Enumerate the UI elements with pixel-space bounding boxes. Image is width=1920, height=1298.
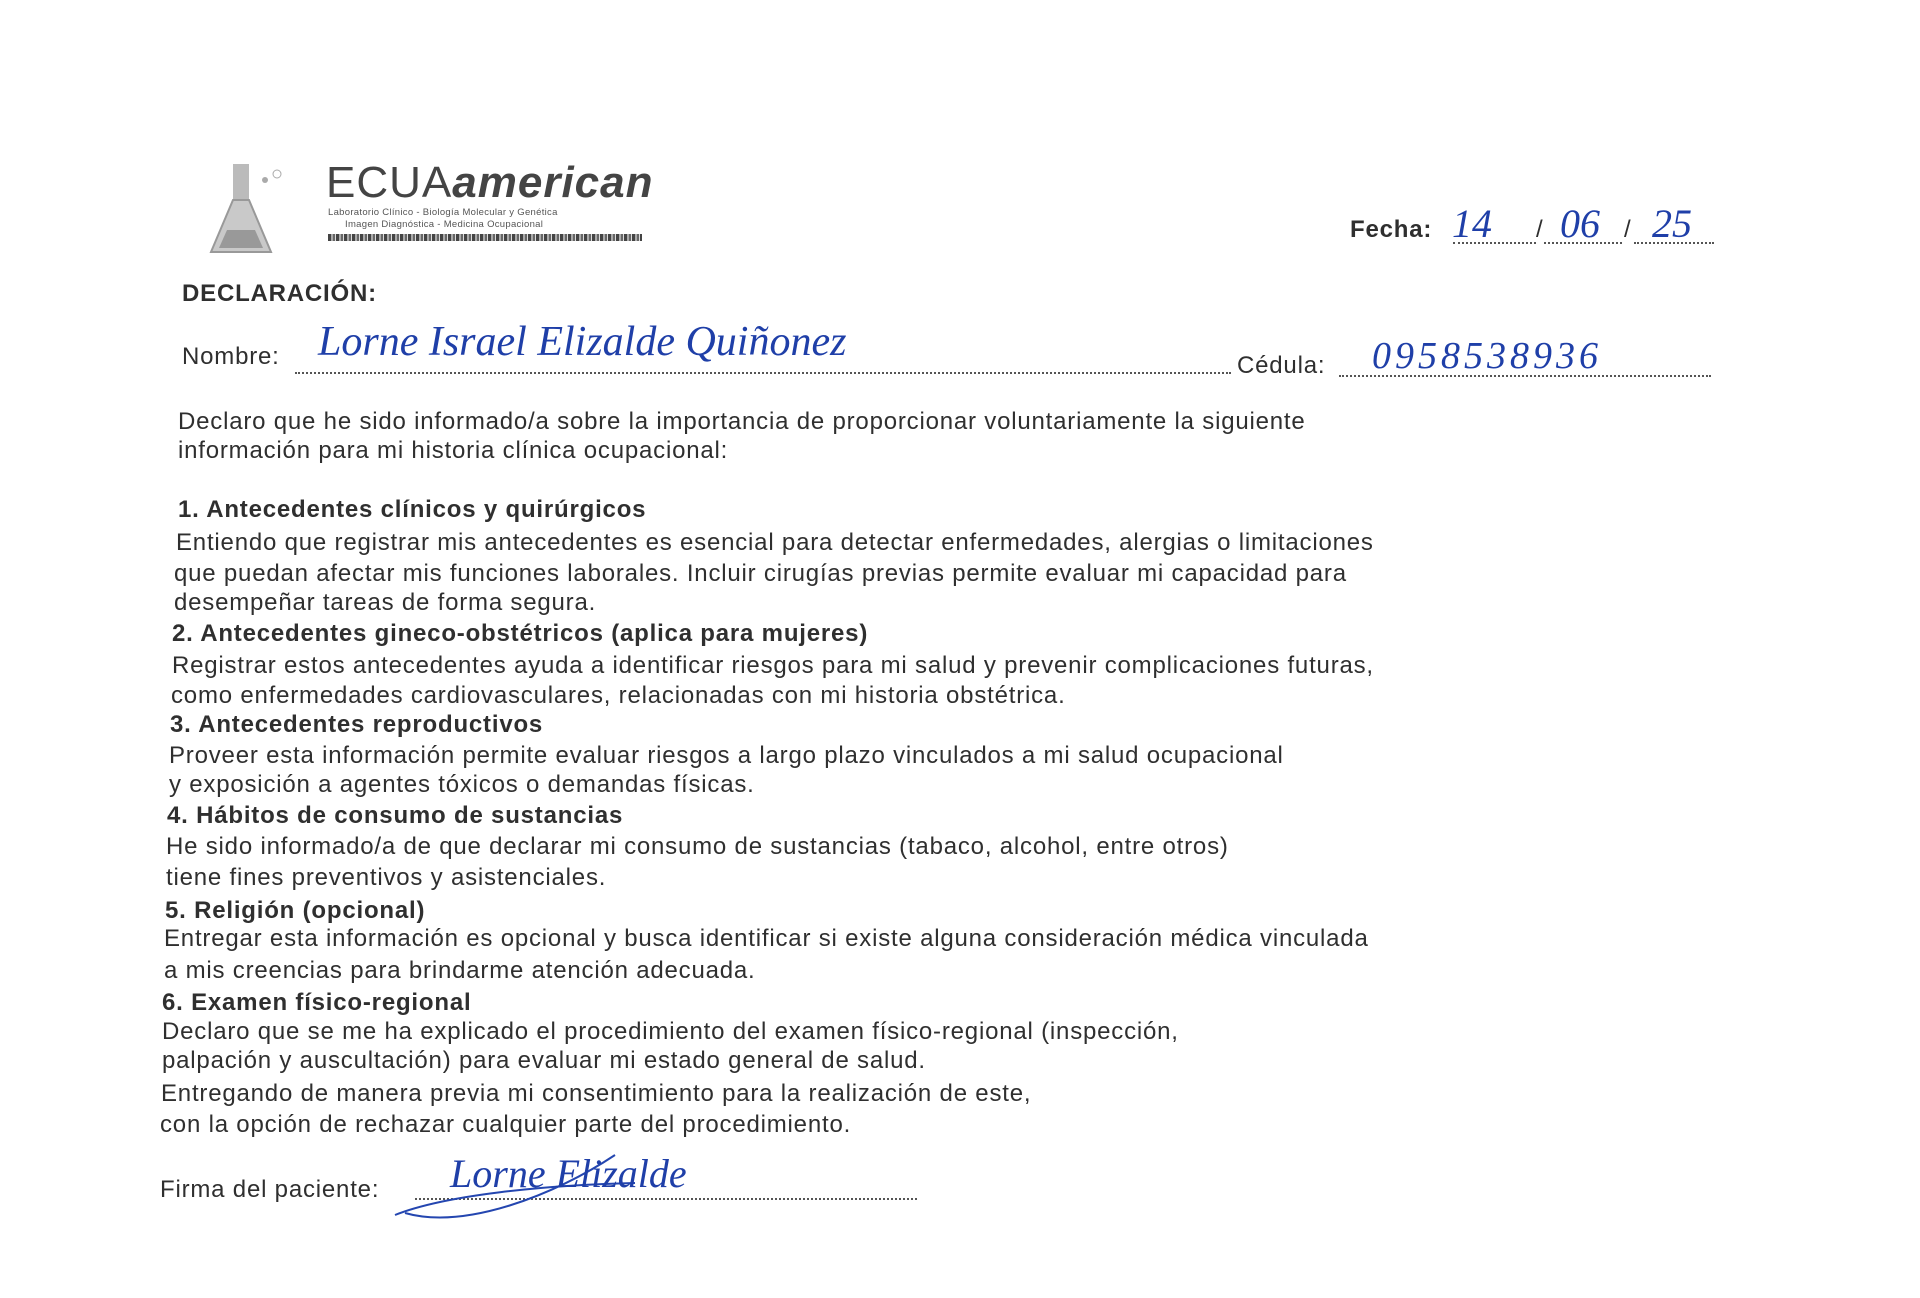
logo-wordmark: ECUAamerican	[326, 158, 654, 207]
date-day[interactable]: 14	[1452, 201, 1492, 246]
section-heading: 1. Antecedentes clínicos y quirúrgicos	[178, 496, 647, 523]
section-heading: 6. Examen físico-regional	[162, 989, 472, 1016]
logo-subtitle-1: Laboratorio Clínico - Biología Molecular y Genética	[328, 207, 558, 218]
paragraph-line: Declaro que he sido informado/a sobre la importancia de proporcionar voluntariamente la siguiente	[178, 408, 1306, 435]
date-year[interactable]: 25	[1652, 201, 1692, 246]
date-month[interactable]: 06	[1560, 201, 1600, 246]
id-label: Cédula:	[1237, 352, 1326, 379]
paragraph-line: Entiendo que registrar mis antecedentes es esencial para detectar enfermedades, alergias o limitaciones	[176, 529, 1374, 556]
section-heading: 4. Hábitos de consumo de sustancias	[167, 802, 624, 829]
paragraph-line: palpación y auscultación) para evaluar mi estado general de salud.	[162, 1047, 926, 1074]
paragraph-line: y exposición a agentes tóxicos o demandas físicas.	[169, 771, 755, 798]
paragraph-line: como enfermedades cardiovasculares, relacionadas con mi historia obstétrica.	[171, 682, 1066, 709]
date-day-line	[1453, 242, 1536, 244]
name-line	[295, 372, 1231, 374]
paragraph-line: información para mi historia clínica ocupacional:	[178, 437, 729, 464]
paragraph-line: Declaro que se me ha explicado el procedimiento del examen físico-regional (inspección,	[162, 1018, 1179, 1045]
date-separator: /	[1536, 216, 1543, 243]
document-title: DECLARACIÓN:	[182, 280, 377, 307]
date-separator: /	[1624, 216, 1631, 243]
flask-icon	[205, 160, 300, 260]
signature-value[interactable]: Lorne Elizalde	[450, 1151, 687, 1196]
paragraph-line: Proveer esta información permite evaluar riesgos a largo plazo vinculados a mi salud ocupacional	[169, 742, 1284, 769]
date-label: Fecha:	[1350, 216, 1433, 243]
name-label: Nombre:	[182, 343, 280, 370]
logo-strip	[328, 234, 642, 241]
section-heading: 3. Antecedentes reproductivos	[170, 711, 544, 738]
paragraph-line: Registrar estos antecedentes ayuda a identificar riesgos para mi salud y prevenir complicaciones futuras,	[172, 652, 1374, 679]
date-month-line	[1544, 242, 1622, 244]
paragraph-line: con la opción de rechazar cualquier parte del procedimiento.	[160, 1111, 852, 1138]
paragraph-line: desempeñar tareas de forma segura.	[174, 589, 597, 616]
id-line	[1339, 375, 1711, 377]
id-value[interactable]: 0958538936	[1372, 335, 1602, 377]
section-heading: 2. Antecedentes gineco-obstétricos (aplica para mujeres)	[172, 620, 869, 647]
paragraph-line: Entregar esta información es opcional y busca identificar si existe alguna consideración médica vinculada	[164, 925, 1369, 952]
paragraph-line: a mis creencias para brindarme atención adecuada.	[164, 957, 756, 984]
name-value[interactable]: Lorne Israel Elizalde Quiñonez	[318, 319, 847, 365]
logo-subtitle-2: Imagen Diagnóstica - Medicina Ocupacional	[345, 219, 544, 230]
date-year-line	[1634, 242, 1714, 244]
paragraph-line: tiene fines preventivos y asistenciales.	[166, 864, 607, 891]
paragraph-line: que puedan afectar mis funciones laborales. Incluir cirugías previas permite evaluar mi capacidad para	[174, 560, 1347, 587]
paragraph-line: He sido informado/a de que declarar mi consumo de sustancias (tabaco, alcohol, entre otros)	[166, 833, 1229, 860]
paragraph-line: Entregando de manera previa mi consentimiento para la realización de este,	[161, 1080, 1032, 1107]
section-heading: 5. Religión (opcional)	[165, 897, 426, 924]
signature-label: Firma del paciente:	[160, 1176, 380, 1203]
